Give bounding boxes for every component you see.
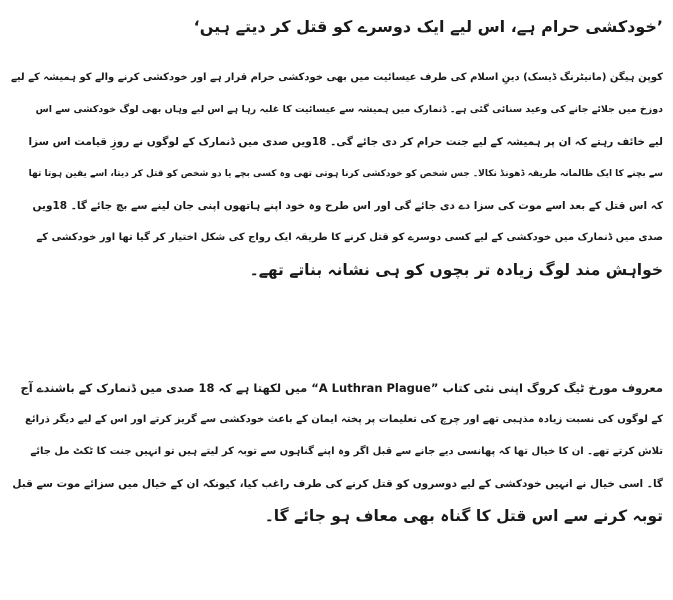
paragraph-line: خواہش مند لوگ زیادہ تر بچوں کو ہی نشانہ بناتے تھے۔ (249, 261, 663, 279)
paragraph-line: تلاش کرتے تھے۔ ان کا خیال تھا کہ پھانسی دیے جانے سے قبل اگر وہ اپنے گناہوں سے توبہ کر لیتے ہیں تو انہیں جنت کا ٹکٹ مل جائے (30, 446, 663, 457)
paragraph-line: توبہ کرنے سے اس قتل کا گناہ بھی معاف ہو جائے گا۔ (264, 507, 663, 525)
paragraph-line: کہ اس قتل کے بعد اسے موت کی سزا دے دی جائے گی اور اس طرح وہ خود اپنے ہاتھوں اپنی جان لینے سے بچ جائے گا۔ 18ویں (32, 200, 663, 212)
article-title: ’خودکشی حرام ہے، اس لیے ایک دوسرے کو قتل کر دیتے ہیں‘ (193, 17, 663, 36)
article-paragraph-2 (8, 372, 663, 532)
paragraph-line: معروف مورخ ٹیگ کروگ اپنی نئی کتاب ”A Luthran Plague“ میں لکھتا ہے کہ 18 صدی میں ڈنمارک کے باشندے آج (20, 381, 663, 395)
paragraph-line: لیے خائف رہتے کہ ان پر ہمیشہ کے لیے جنت حرام کر دی جائے گی۔ 18ویں صدی میں ڈنمارک کے لوگوں نے روزِ قیامت اس سزا (28, 136, 663, 148)
paragraph-line: کوپن ہیگن (مانیٹرنگ ڈیسک) دینِ اسلام کی طرف عیسائیت میں بھی خودکشی حرام قرار ہے اور خودکشی کرنے والے کو ہمیشہ کے لیے (10, 72, 663, 83)
paragraph-line: گا۔ اسی خیال نے انہیں خودکشی کے لیے دوسروں کو قتل کرنے کی طرف راغب کیا، کیونکہ ان کے خیال میں سزائے موت سے قبل (12, 478, 663, 490)
paragraph-line: صدی میں ڈنمارک میں خودکشی کے لیے کسی دوسرے کو قتل کرنے کا طریقہ ایک رواج کی شکل اختیار کر گیا تھا اور خودکشی کے (36, 232, 663, 243)
paragraph-line: کے لوگوں کی نسبت زیادہ مذہبی تھے اور چرچ کی تعلیمات پر پختہ ایمان کے باعث خودکشی سے گریز کرتے اور اس کے لیے دیگر ذرائع (25, 414, 663, 425)
paragraph-line: سے بچنے کا ایک ظالمانہ طریقہ ڈھونڈ نکالا۔ جس شخص کو خودکشی کرنا ہوتی تھی وہ کسی بچے یا دو شخص کو قتل کر دیتا، اسے یقین ہوتا تھا (28, 169, 663, 179)
article-paragraph-1 (8, 62, 663, 286)
paragraph-line: دوزخ میں جلائے جانے کی وعید سنائی گئی ہے۔ ڈنمارک میں ہمیشہ سے عیسائیت کا غلبہ رہا ہے اس لیے وہاں بھی لوگ خودکشی سے اس (35, 104, 663, 115)
